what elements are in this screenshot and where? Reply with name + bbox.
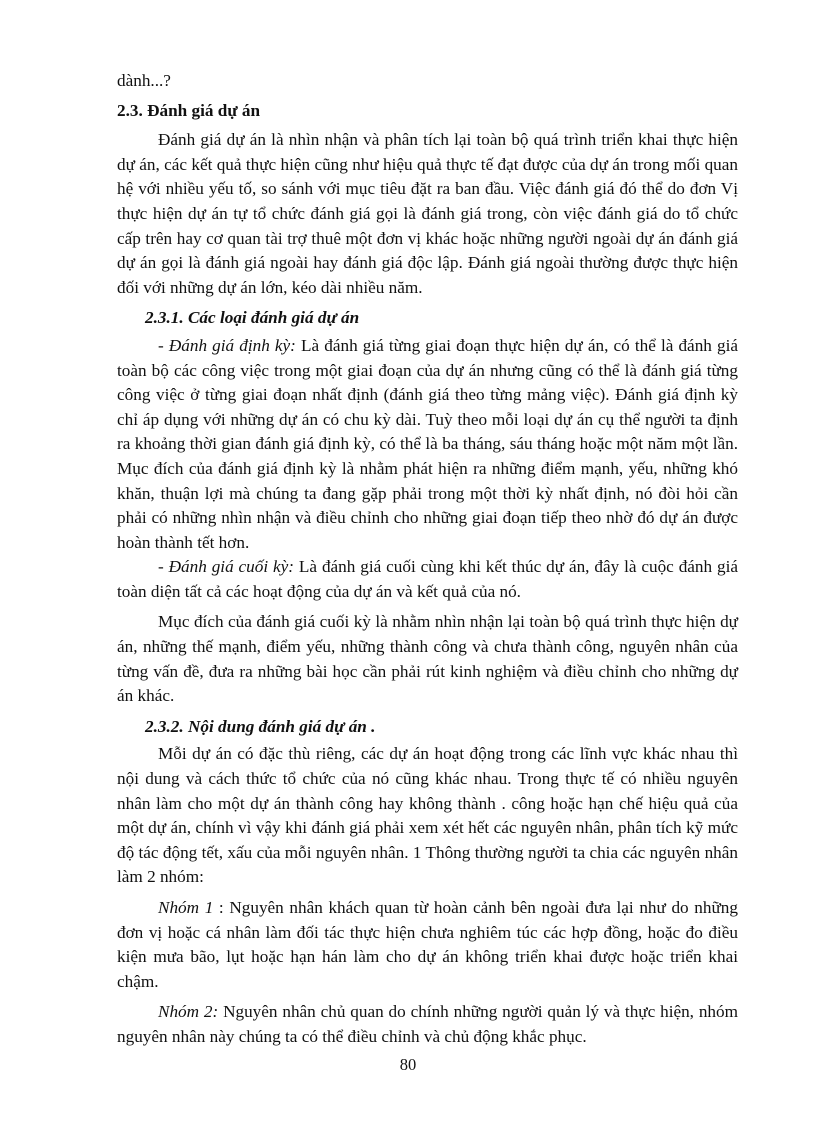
continuation-text: dành...?: [117, 71, 171, 90]
page-body: [117, 69, 738, 1050]
content-paragraph: Mỗi dự án có đặc thù riêng, các dự án hoạt động trong các lĩnh vực khác nhau thì nội dung và cách thức tổ chức của nó cũng khác nhau. Trong thực tế có nhiều nguyên nhân làm cho một dự án thành công hay không thành . công hoặc hạn chế hiệu quả của một dự án, chính vì vậy khi đánh giá phải xem xét hết các nguyên nhân, phân tích kỹ mức độ tác động tết, xấu của mỗi nguyên nhân. 1 Thông thường người ta chia các nguyên nhân làm 2 nhóm:: [117, 744, 738, 887]
subsection-heading-types: 2.3.1. Các loại đánh giá dự án: [145, 308, 360, 328]
section-heading: 2.3. Đánh giá dự án: [117, 100, 261, 120]
group2-text: Nguyên nhân chủ quan do chính những người quản lý và thực hiện, nhóm nguyên nhân này chúng ta có thể điều chỉnh và chủ động khắc phục.: [117, 1002, 738, 1046]
final-evaluation-term: - Đánh giá cuối kỳ:: [158, 557, 295, 577]
final-evaluation-purpose-paragraph: Mục đích của đánh giá cuối kỳ là nhằm nhìn nhận lại toàn bộ quá trình thực hiện dự án, những thế mạnh, điểm yếu, những thành công và chưa thành công, nguyên nhân của từng vấn đề, đưa ra những bài học cần phải rút kinh nghiệm và điều chỉnh cho những dự án khác.: [117, 612, 738, 706]
periodic-evaluation-paragraph: [117, 334, 738, 555]
group1-text: : Nguyên nhân khách quan từ hoàn cảnh bên ngoài đưa lại như do những đơn vị hoặc cá nhân làm đối tác thực hiện chưa nghiêm túc các hợp đồng, hoặc đo điều kiện mưa bão, lụt hoặc hạn hán làm cho dự án không triển khai được hoặc triển khai chậm.: [117, 898, 738, 991]
periodic-evaluation-text: Là đánh giá từng giai đoạn thực hiện dự án, có thể là đánh giá toàn bộ các công việc trong một giai đoạn của dự án nhưng cũng có thể là đánh giá từng công việc ở từng giai đoạn nhất định (đánh giá theo từng mảng việc). Đánh giá định kỳ chỉ áp dụng với những dự án có chu kỳ dài. Tuỳ theo mỗi loại dự án cụ thể người ta định ra khoảng thời gian đánh giá định kỳ, có thể là ba tháng, sáu tháng hoặc một năm một lần. Mục đích của đánh giá định kỳ là nhằm phát hiện ra những điểm mạnh, yếu, những khó khăn, thuận lợi mà chúng ta đang gặp phải trong một thời kỳ nhất định, nó đòi hỏi cần phải có những nhìn nhận và điều chỉnh cho những giai đoạn tiếp theo nhờ đó dự án được hoàn thành tết hơn.: [117, 335, 738, 552]
group2-term: Nhóm 2:: [158, 1002, 219, 1022]
final-evaluation-paragraph: [117, 555, 738, 604]
periodic-evaluation-term: - Đánh giá định kỳ:: [158, 335, 296, 355]
page-number: 80: [399, 1055, 417, 1074]
final-evaluation-text: Là đánh giá cuối cùng khi kết thúc dự án, đây là cuộc đánh giá toàn diện tất cả các hoạt động của dự án và kết quả của nó.: [117, 557, 739, 601]
group1-paragraph: [117, 896, 738, 994]
subsection-heading-content: 2.3.2. Nội dung đánh giá dự án .: [145, 716, 376, 736]
group2-paragraph: [117, 1000, 738, 1049]
group1-term: Nhóm 1: [158, 898, 214, 917]
intro-paragraph: Đánh giá dự án là nhìn nhận và phân tích lại toàn bộ quá trình triển khai thực hiện dự án, các kết quả thực hiện cũng như hiệu quả thực tế đạt được của dự án trong mối quan hệ với nhiều yếu tố, so sánh với mục tiêu đặt ra ban đầu. Việc đánh giá đó thể do đơn Vị thực hiện dự án tự tổ chức đánh giá gọi là đánh giá trong, còn việc đánh giá do tổ chức cấp trên hay cơ quan tài trợ thuê một đơn vị khác hoặc những người ngoài dự án đánh giá dự án gọi là đánh giá ngoài hay đánh giá độc lập. Đánh giá ngoài thường được thực hiện đối với những dự án lớn, kéo dài nhiều năm.: [117, 130, 738, 297]
